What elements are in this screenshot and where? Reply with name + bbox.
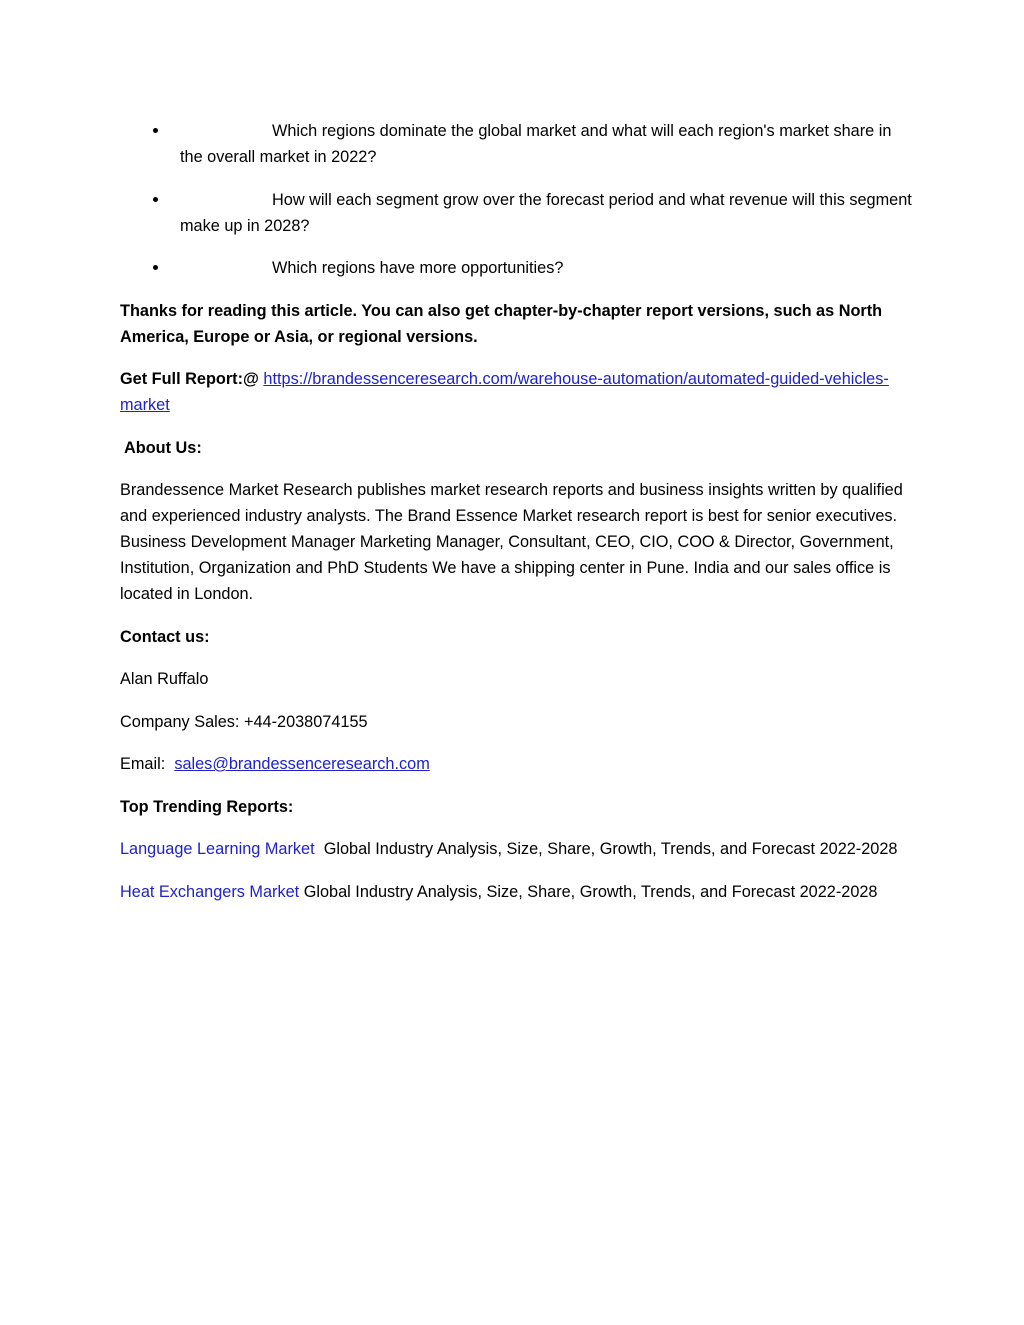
list-item: [120, 118, 912, 170]
full-report-label: Get Full Report:@: [120, 370, 259, 388]
bullet-text: How will each segment grow over the forecast period and what revenue will this segment make up in 2028?: [180, 190, 912, 235]
thanks-paragraph: Thanks for reading this article. You can also get chapter-by-chapter report versions, such as North America, Europe or Asia, or regional versions.: [120, 301, 883, 346]
contact-name: Alan Ruffalo: [120, 670, 209, 688]
bullet-icon: [153, 128, 158, 133]
about-body: Brandessence Market Research publishes market research reports and business insights written by qualified and experienced industry analysts. The Brand Essence Market research report is best for senior executives. Business Development Manager Marketing Manager, Consultant, CEO, CIO, COO & Director, Government, Institution, Organization and PhD Students We have a shipping center in Pune. India and our sales office is located in London.: [120, 481, 903, 603]
bullet-icon: [153, 265, 158, 270]
trending-report-item: [120, 836, 912, 862]
trending-report-item: [120, 879, 912, 905]
list-item: [120, 255, 912, 281]
bullet-icon: [153, 197, 158, 202]
bullet-text: Which regions have more opportunities?: [272, 259, 564, 277]
bullet-text: Which regions dominate the global market and what will each region's market share in the overall market in 2022?: [180, 122, 892, 166]
question-list: [120, 118, 912, 281]
language-learning-link[interactable]: Language Learning Market: [120, 840, 315, 858]
full-report-paragraph: [120, 366, 912, 418]
list-item: [120, 187, 912, 239]
contact-sales: Company Sales: +44-2038074155: [120, 712, 368, 731]
contact-heading: Contact us:: [120, 627, 210, 646]
contact-email-line: [120, 751, 912, 777]
full-report-link[interactable]: https://brandessenceresearch.com/warehouse-automation/automated-guided-vehicles-market: [120, 370, 889, 414]
about-heading: About Us:: [124, 438, 202, 457]
email-link[interactable]: sales@brandessenceresearch.com: [174, 755, 430, 773]
trending-heading: Top Trending Reports:: [120, 797, 294, 816]
email-label: Email:: [120, 755, 166, 773]
heat-exchangers-link[interactable]: Heat Exchangers Market: [120, 882, 300, 901]
report-description: Global Industry Analysis, Size, Share, Growth, Trends, and Forecast 2022-2028: [323, 840, 898, 858]
report-description: Global Industry Analysis, Size, Share, Growth, Trends, and Forecast 2022-2028: [303, 882, 878, 901]
